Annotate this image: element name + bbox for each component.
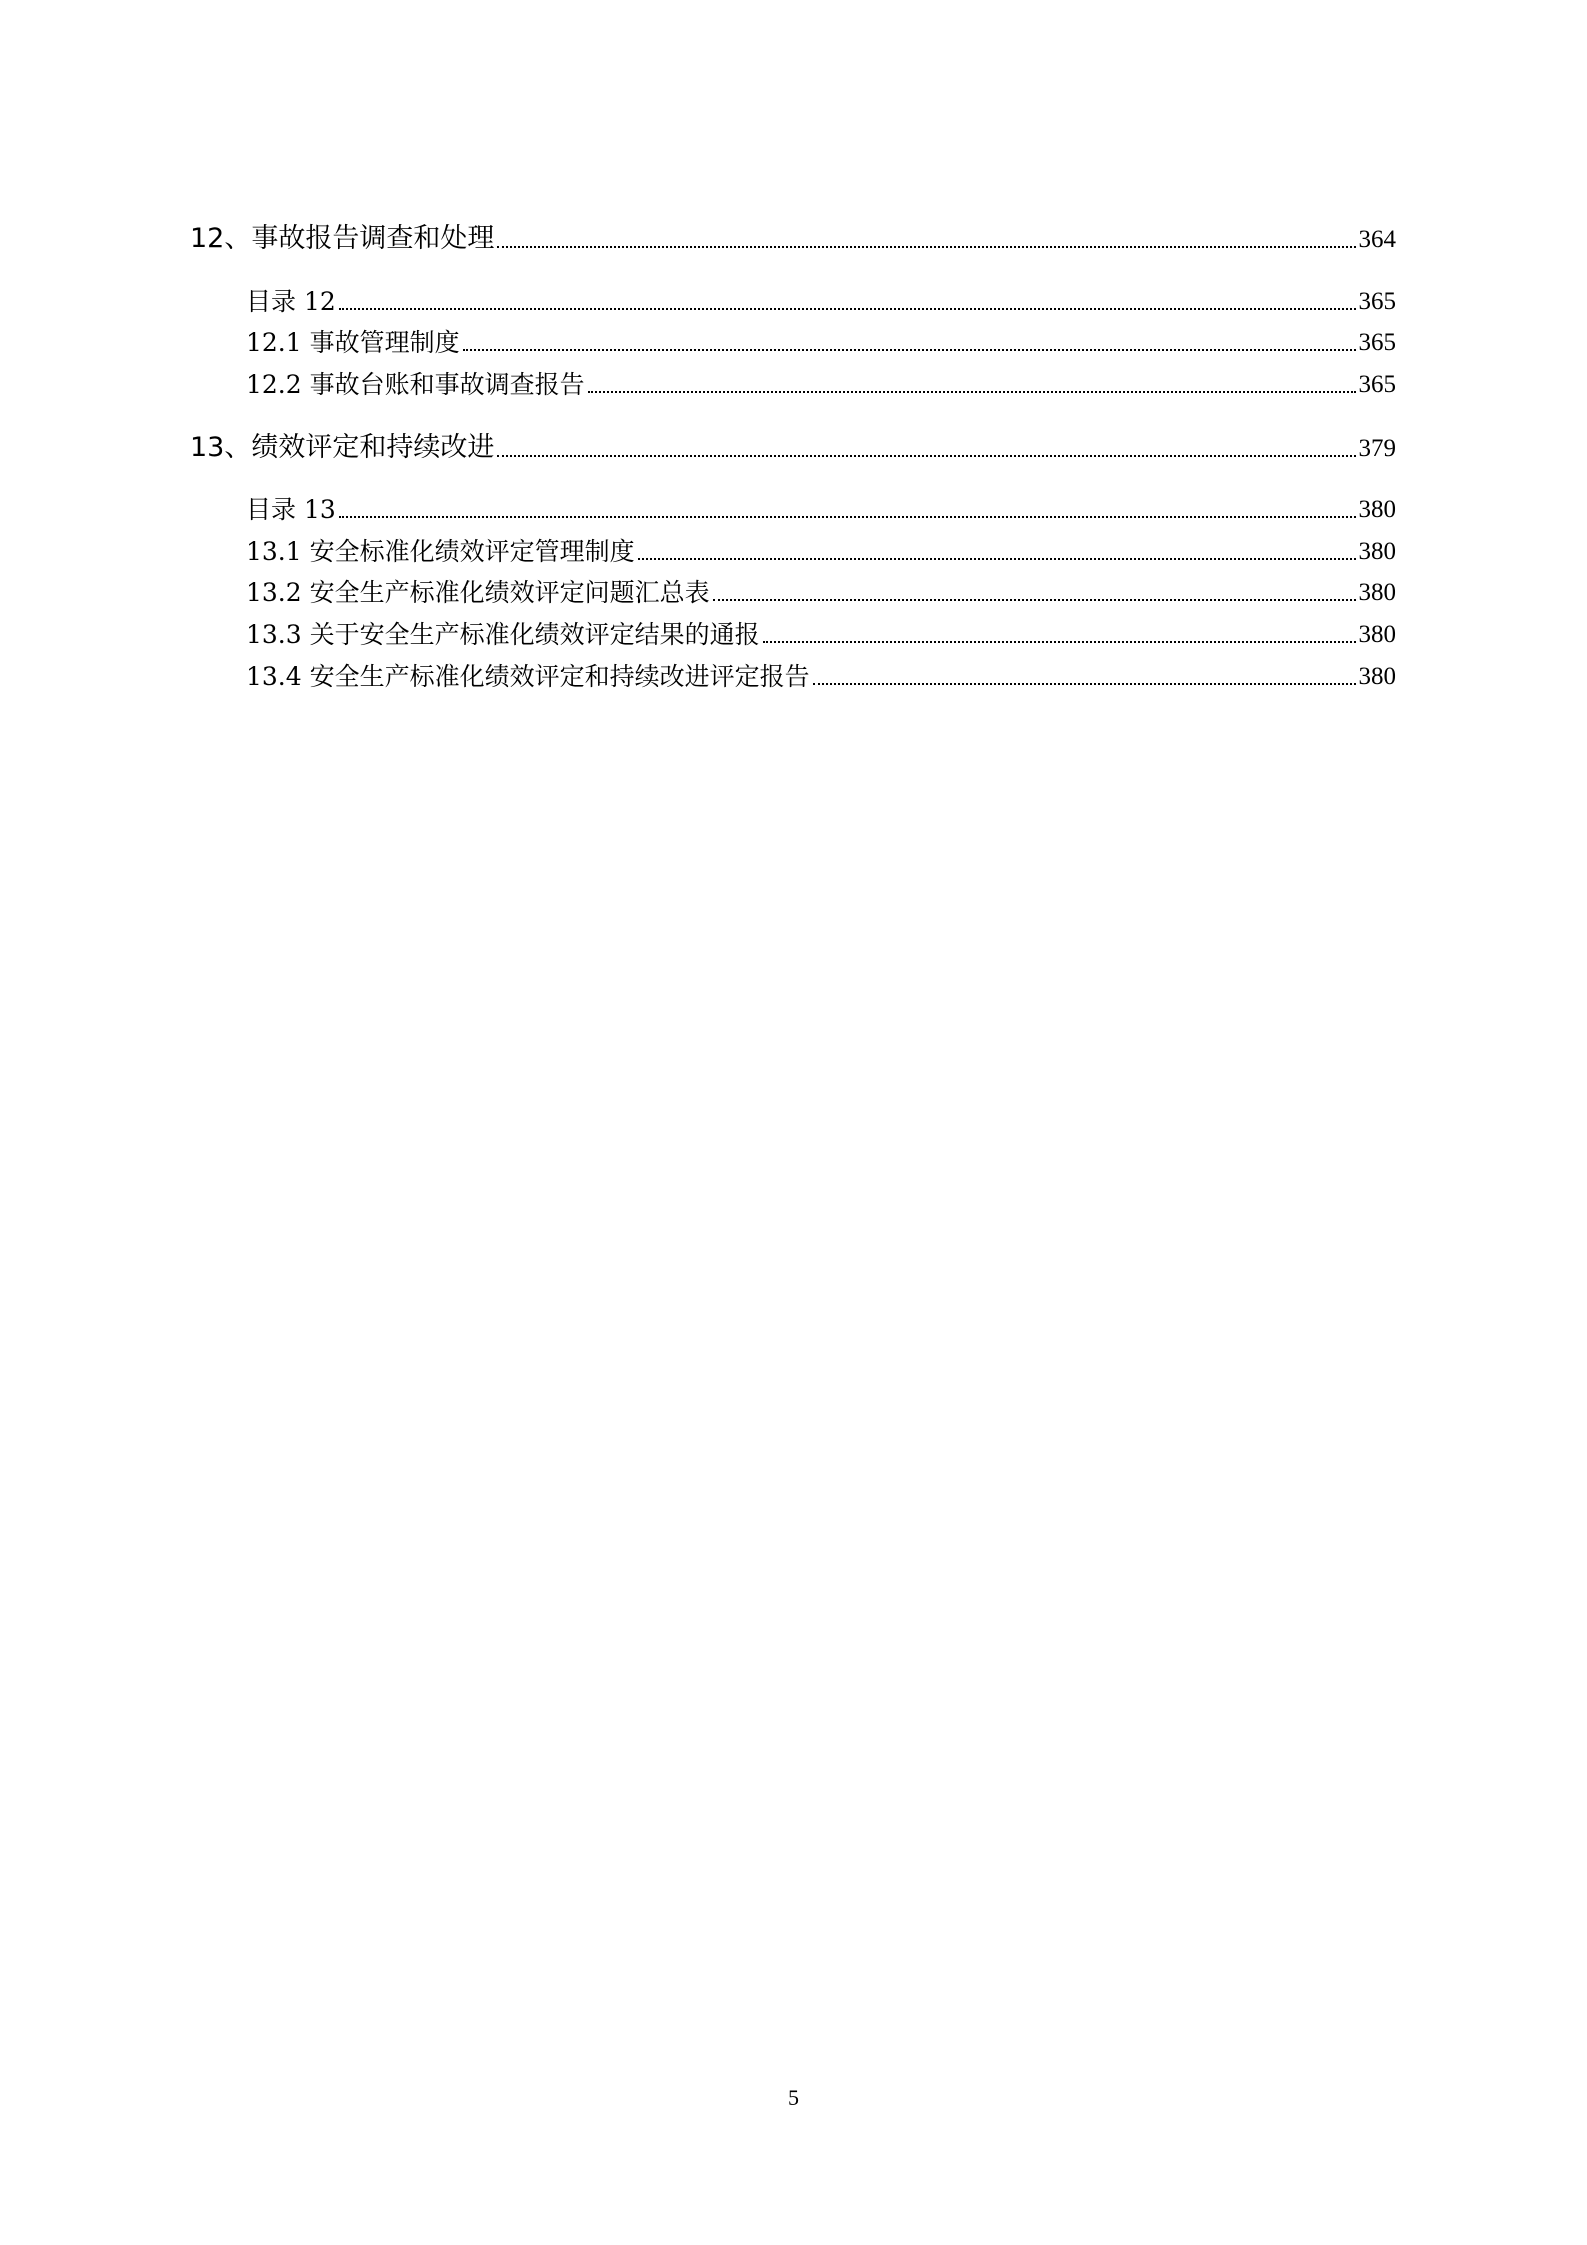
- toc-entry-page: 365: [1358, 329, 1396, 356]
- toc-entry-page: 365: [1358, 288, 1396, 315]
- toc-entry-page: 364: [1358, 226, 1396, 253]
- toc-entry-12-2[interactable]: [246, 365, 1396, 397]
- toc-dot-leader: [813, 683, 1356, 685]
- toc-dot-leader: [497, 455, 1355, 457]
- toc-entry-title: 12.1 事故管理制度: [246, 328, 460, 357]
- toc-entry-page: 380: [1358, 538, 1396, 565]
- toc-entry-title: 13.4 安全生产标准化绩效评定和持续改进评定报告: [246, 662, 810, 691]
- toc-entry-13-2[interactable]: [246, 573, 1396, 605]
- toc-entry-page: 365: [1358, 371, 1396, 398]
- toc-dot-leader: [339, 516, 1356, 518]
- toc-entry-page: 380: [1358, 579, 1396, 606]
- toc-dot-leader: [497, 246, 1355, 248]
- toc-entry-contents-12[interactable]: [246, 282, 1396, 314]
- toc-dot-leader: [588, 391, 1356, 393]
- toc-entry-page: 380: [1358, 663, 1396, 690]
- toc-entry-12-1[interactable]: [246, 323, 1396, 355]
- toc-entry-chapter-12[interactable]: [190, 218, 1396, 252]
- toc-entry-title: 13.1 安全标准化绩效评定管理制度: [246, 537, 635, 566]
- toc-entry-title: 13.2 安全生产标准化绩效评定问题汇总表: [246, 578, 710, 607]
- toc-entry-title: 12.2 事故台账和事故调查报告: [246, 370, 585, 399]
- toc-entry-13-4[interactable]: [246, 657, 1396, 689]
- toc-entry-title: 13.3 关于安全生产标准化绩效评定结果的通报: [246, 620, 760, 649]
- toc-entry-title: 13、绩效评定和持续改进: [190, 432, 495, 463]
- toc-dot-leader: [713, 599, 1356, 601]
- table-of-contents: [0, 0, 1587, 800]
- toc-dot-leader: [463, 349, 1356, 351]
- toc-entry-page: 380: [1358, 621, 1396, 648]
- toc-entry-page: 380: [1358, 496, 1396, 523]
- toc-entry-13-1[interactable]: [246, 532, 1396, 564]
- page-number: 5: [788, 2085, 799, 2110]
- toc-entry-contents-13[interactable]: [246, 490, 1396, 522]
- toc-entry-title: 12、事故报告调查和处理: [190, 223, 495, 254]
- toc-entry-13-3[interactable]: [246, 615, 1396, 647]
- toc-entry-title: 目录 12: [246, 287, 336, 316]
- toc-dot-leader: [638, 558, 1356, 560]
- toc-dot-leader: [763, 641, 1356, 643]
- toc-dot-leader: [339, 308, 1356, 310]
- toc-entry-chapter-13[interactable]: [190, 427, 1396, 461]
- toc-entry-page: 379: [1358, 435, 1396, 462]
- toc-entry-title: 目录 13: [246, 495, 336, 524]
